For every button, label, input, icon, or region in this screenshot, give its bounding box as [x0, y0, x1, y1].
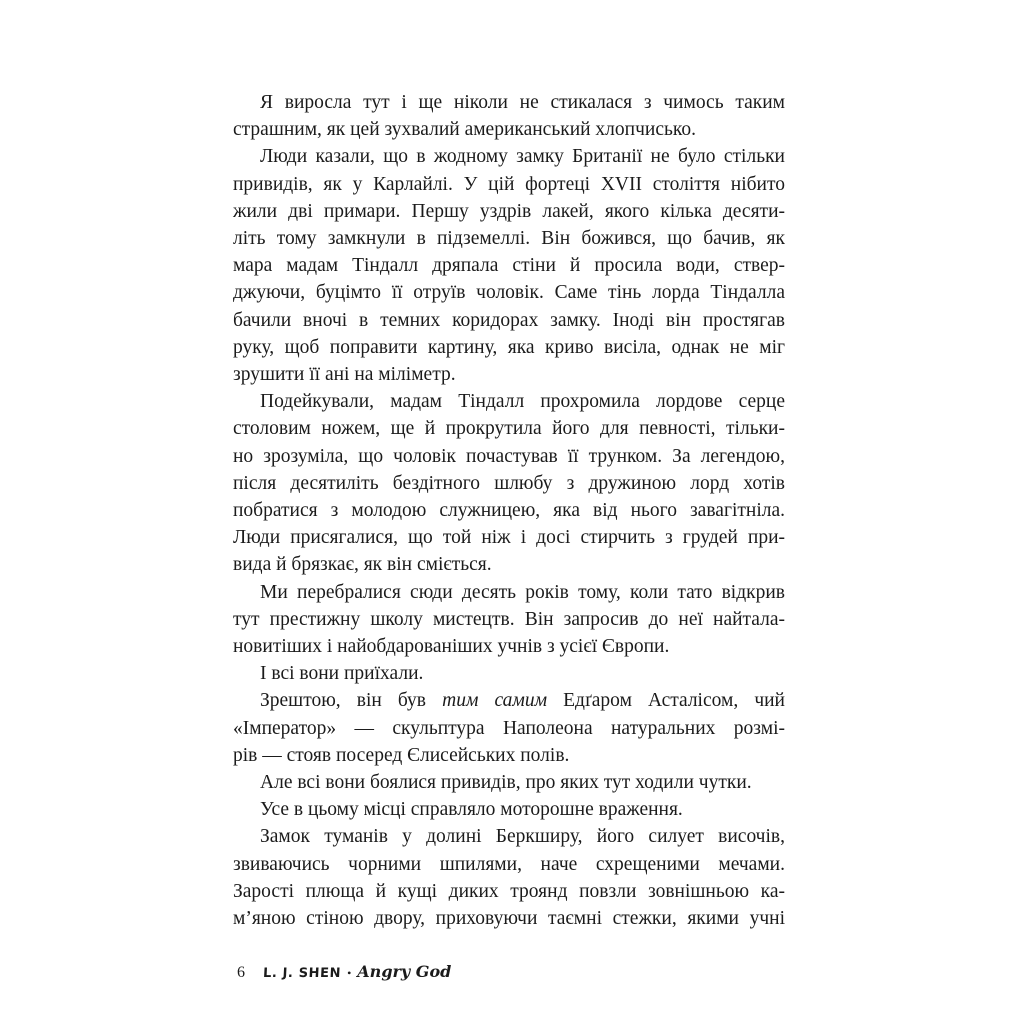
text-line: Замок туманів у долині Беркширу, його силует височів, — [260, 826, 785, 848]
paragraph — [233, 89, 785, 143]
text-line: Люди присягалися, що той ніж і досі стирчить з грудей при- — [233, 527, 785, 549]
text-line: літь тому замкнули в підземеллі. Він божився, що бачив, як — [233, 228, 785, 250]
text-line: джуючи, буцімто її отруїв чоловік. Саме тінь лорда Тіндалла — [233, 282, 785, 304]
page-footer — [237, 962, 451, 982]
paragraph — [233, 660, 785, 687]
text-line: «Імператор» — скульптура Наполеона натуральних розмі- — [233, 717, 785, 739]
text-line: новитіших і найобдарованіших учнів з усієї Європи. — [233, 636, 670, 658]
footer-book-title: Angry God — [357, 962, 452, 981]
body-text — [233, 89, 785, 932]
text-line: Я виросла тут і ще ніколи не стикалася з чимось таким — [260, 92, 785, 113]
paragraph — [233, 143, 785, 388]
text-line: столовим ножем, ще й прокрутила його для певності, тільки- — [233, 418, 785, 440]
text-line: но зрозуміла, що чоловік почастував її трунком. За легендою, — [233, 445, 785, 467]
text-line: Але всі вони боялися привидів, про яких тут ходили чутки. — [260, 772, 752, 794]
paragraph — [233, 769, 785, 796]
paragraph — [233, 687, 785, 769]
text-line: страшним, як цей зухвалий американський хлопчисько. — [233, 119, 697, 141]
text-line: привидів, як у Карлайлі. У цій фортеці XVII століття нібито — [233, 173, 785, 195]
paragraph — [233, 823, 785, 932]
text-line: руку, щоб поправити картину, яка криво висіла, однак не міг — [233, 336, 785, 358]
text-line: бачили вночі в темних коридорах замку. Іноді він простягав — [233, 309, 785, 331]
text-line: звиваючись чорними шпилями, наче схрещеними мечами. — [233, 853, 785, 875]
text-line: рів — стояв посеред Єлисейських полів. — [233, 744, 570, 766]
text-line: жили дві примари. Першу уздрів лакей, якого кілька десяти- — [233, 200, 785, 222]
text-line: тут престижну школу мистецтв. Він запросив до неї найтала- — [233, 608, 785, 630]
text-line: Зрештою, він був тим самим Едґаром Асталісом, чий — [260, 690, 785, 712]
footer-author: L. J. SHEN — [262, 966, 342, 981]
text-line: мара мадам Тіндалл дряпала стіни й просила води, ствер- — [233, 255, 785, 277]
footer-separator-dot: • — [347, 966, 352, 980]
paragraph — [233, 796, 785, 823]
text-line: Ми перебралися сюди десять років тому, коли тато відкрив — [260, 581, 785, 603]
text-line: зрушити її ані на міліметр. — [233, 364, 456, 386]
text-line: Подейкували, мадам Тіндалл прохромила лордове серце — [260, 391, 785, 413]
text-line: Люди казали, що в жодному замку Британії не було стільки — [260, 146, 785, 168]
text-line: Усе в цьому місці справляло моторошне враження. — [260, 799, 683, 821]
text-line: після десятиліть бездітного шлюбу з дружиною лорд хотів — [233, 472, 785, 494]
text-line: І всі вони приїхали. — [260, 663, 424, 685]
page-number: 6 — [237, 964, 245, 981]
paragraph — [233, 579, 785, 661]
text-line: Зарості плюща й кущі диких троянд повзли зовнішньою ка- — [233, 880, 785, 902]
text-line: м’яною стіною двору, приховуючи таємні стежки, якими учні — [233, 908, 785, 930]
text-line: побратися з молодою служницею, яка від нього завагітніла. — [233, 500, 785, 522]
text-line: вида й брязкає, як він сміється. — [233, 554, 492, 576]
paragraph — [233, 388, 785, 578]
